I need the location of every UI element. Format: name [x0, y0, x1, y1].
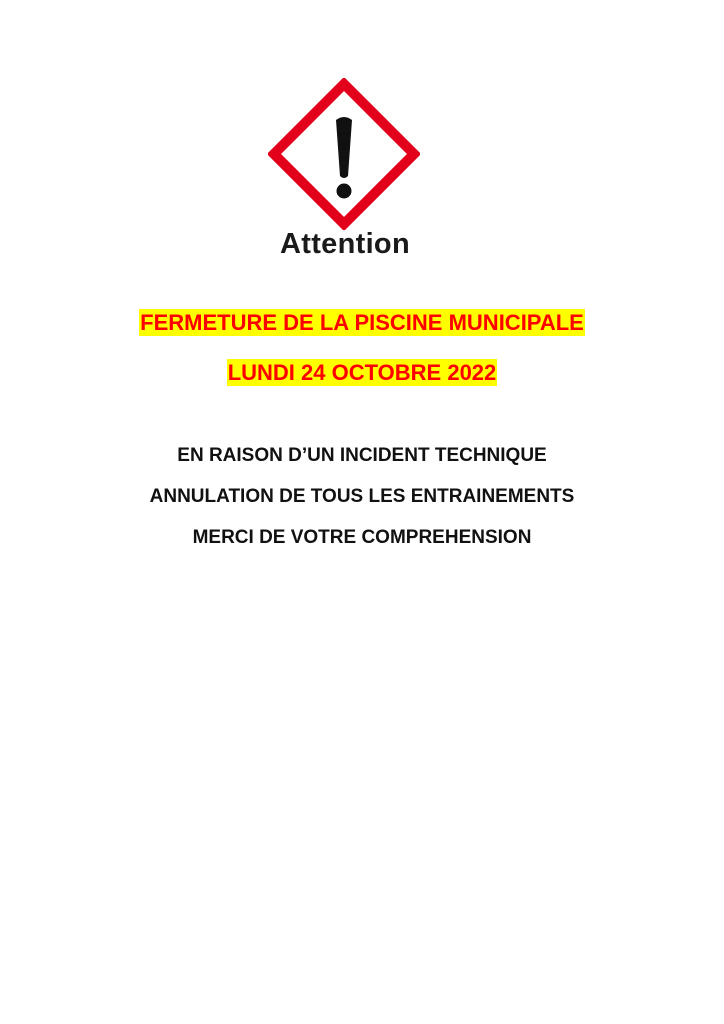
reason-line: EN RAISON D’UN INCIDENT TECHNIQUE [177, 445, 547, 466]
thanks-line: MERCI DE VOTRE COMPREHENSION [192, 527, 532, 548]
cancellation-line: ANNULATION DE TOUS LES ENTRAINEMENTS [149, 486, 575, 507]
closure-headline-text: FERMETURE DE LA PISCINE MUNICIPALE [140, 310, 584, 335]
closure-headline [0, 306, 724, 340]
exclamation-diamond-icon [268, 78, 420, 230]
closure-date-text: LUNDI 24 OCTOBRE 2022 [227, 360, 497, 385]
closure-date [0, 356, 724, 390]
signal-word: Attention [280, 228, 410, 260]
